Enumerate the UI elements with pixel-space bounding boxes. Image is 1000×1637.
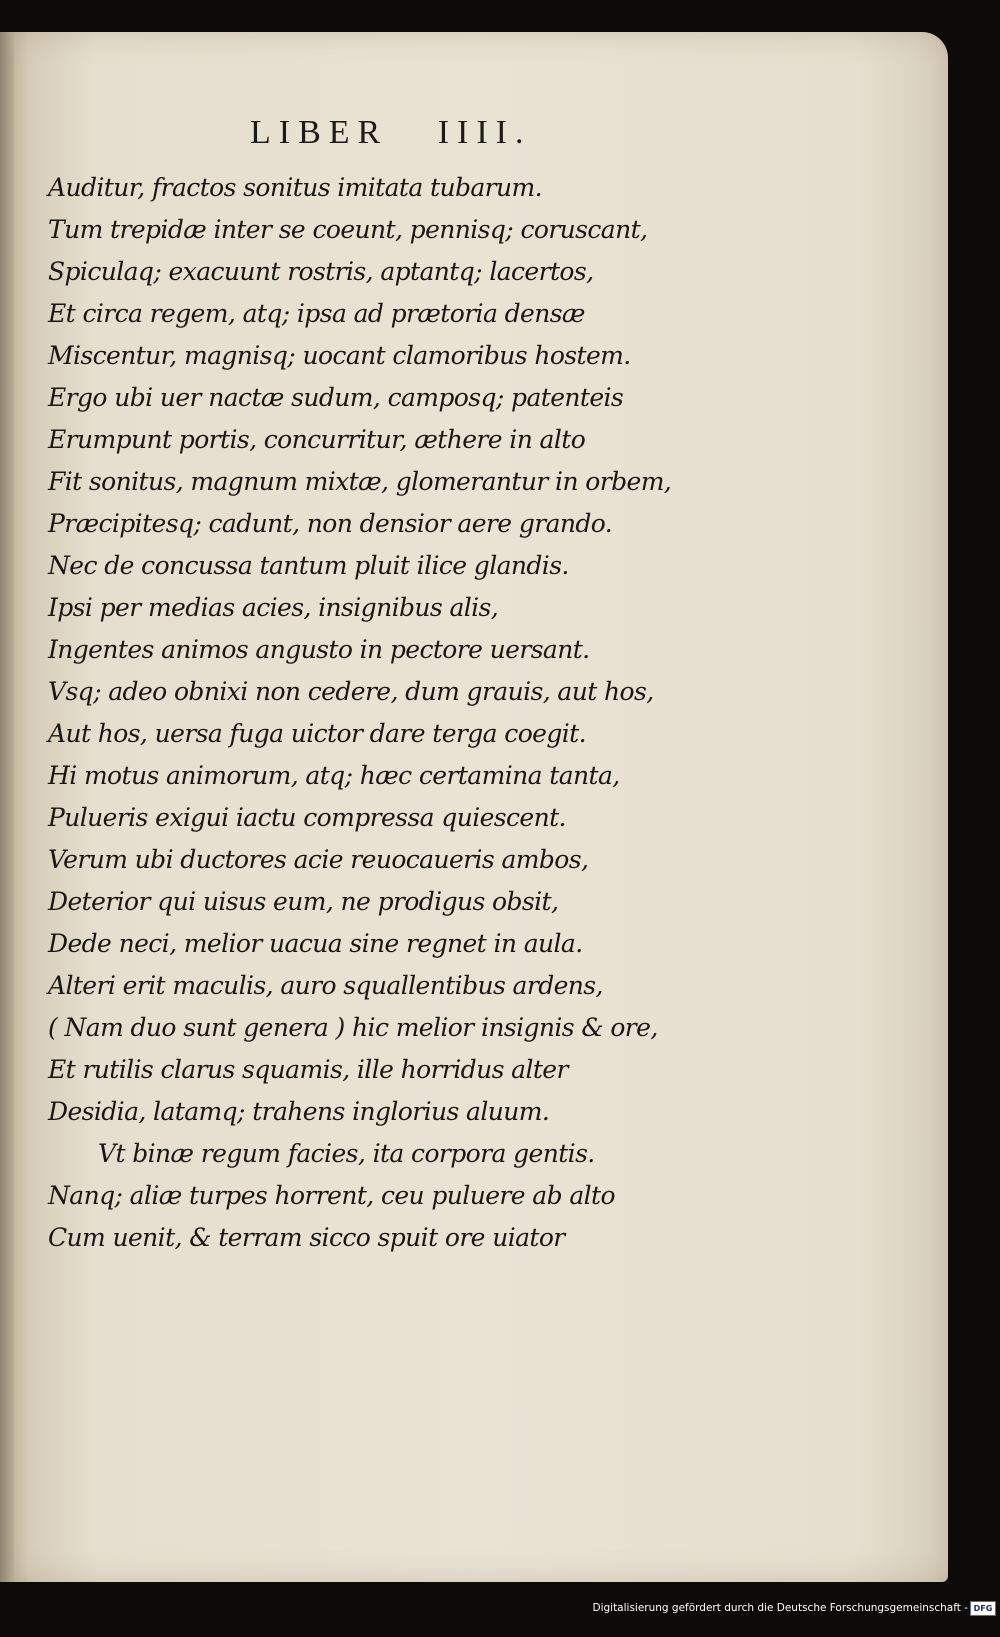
verse-line: Vt binæ regum facies, ita corpora gentis. — [98, 1139, 595, 1168]
verse-line: Aut hos, uersa fuga uictor dare terga coegit. — [48, 719, 586, 748]
verse-line: Erumpunt portis, concurritur, æthere in alto — [48, 425, 586, 454]
verse-line: Nec de concussa tantum pluit ilice glandis. — [48, 551, 569, 580]
verse-line: Fit sonitus, magnum mixtæ, glomerantur in orbem, — [48, 467, 672, 496]
verse-line: Et circa regem, atq; ipsa ad prætoria densæ — [48, 299, 585, 328]
verse-line: Deterior qui uisus eum, ne prodigus obsit, — [48, 887, 559, 916]
verse-line: Nanq; aliæ turpes horrent, ceu puluere ab alto — [48, 1181, 615, 1210]
verse-line: Pulueris exigui iactu compressa quiescent. — [48, 803, 566, 832]
verse-line: Ergo ubi uer nactæ sudum, camposq; patenteis — [48, 383, 624, 412]
footer-bar — [0, 1590, 1000, 1637]
verse-line: Vsq; adeo obnixi non cedere, dum grauis, aut hos, — [48, 677, 654, 706]
verse-line: Verum ubi ductores acie reuocaueris ambos, — [48, 845, 589, 874]
verse-line: ( Nam duo sunt genera ) hic melior insignis & ore, — [48, 1013, 658, 1042]
funding-credit: Digitalisierung gefördert durch die Deutsche Forschungsgemeinschaft - — [592, 1602, 968, 1614]
verse-line: Hi motus animorum, atq; hæc certamina tanta, — [48, 761, 620, 790]
verse-line: Ingentes animos angusto in pectore uersant. — [48, 635, 590, 664]
verse-line: Cum uenit, & terram sicco spuit ore uiator — [48, 1223, 565, 1252]
dfg-logo-icon: DFG — [970, 1601, 996, 1616]
verse-line: Et rutilis clarus squamis, ille horridus alter — [48, 1055, 568, 1084]
verse-line: Miscentur, magnisq; uocant clamoribus hostem. — [48, 341, 631, 370]
verse-line: Desidia, latamq; trahens inglorius aluum. — [48, 1097, 550, 1126]
running-head: LIBER IIII. — [250, 114, 532, 151]
verse-line: Alteri erit maculis, auro squallentibus ardens, — [48, 971, 603, 1000]
verse-line: Dede neci, melior uacua sine regnet in aula. — [48, 929, 583, 958]
verse-line: Ipsi per medias acies, insignibus alis, — [48, 593, 499, 622]
page-gutter-edge — [0, 32, 14, 1582]
verse-text-block — [48, 167, 708, 1259]
verse-line: Spiculaq; exacuunt rostris, aptantq; lacertos, — [48, 257, 594, 286]
verse-line: Auditur, fractos sonitus imitata tubarum. — [48, 173, 542, 202]
book-page — [0, 32, 948, 1582]
verse-line: Præcipitesq; cadunt, non densior aere grando. — [48, 509, 613, 538]
verse-line: Tum trepidæ inter se coeunt, pennisq; coruscant, — [48, 215, 648, 244]
